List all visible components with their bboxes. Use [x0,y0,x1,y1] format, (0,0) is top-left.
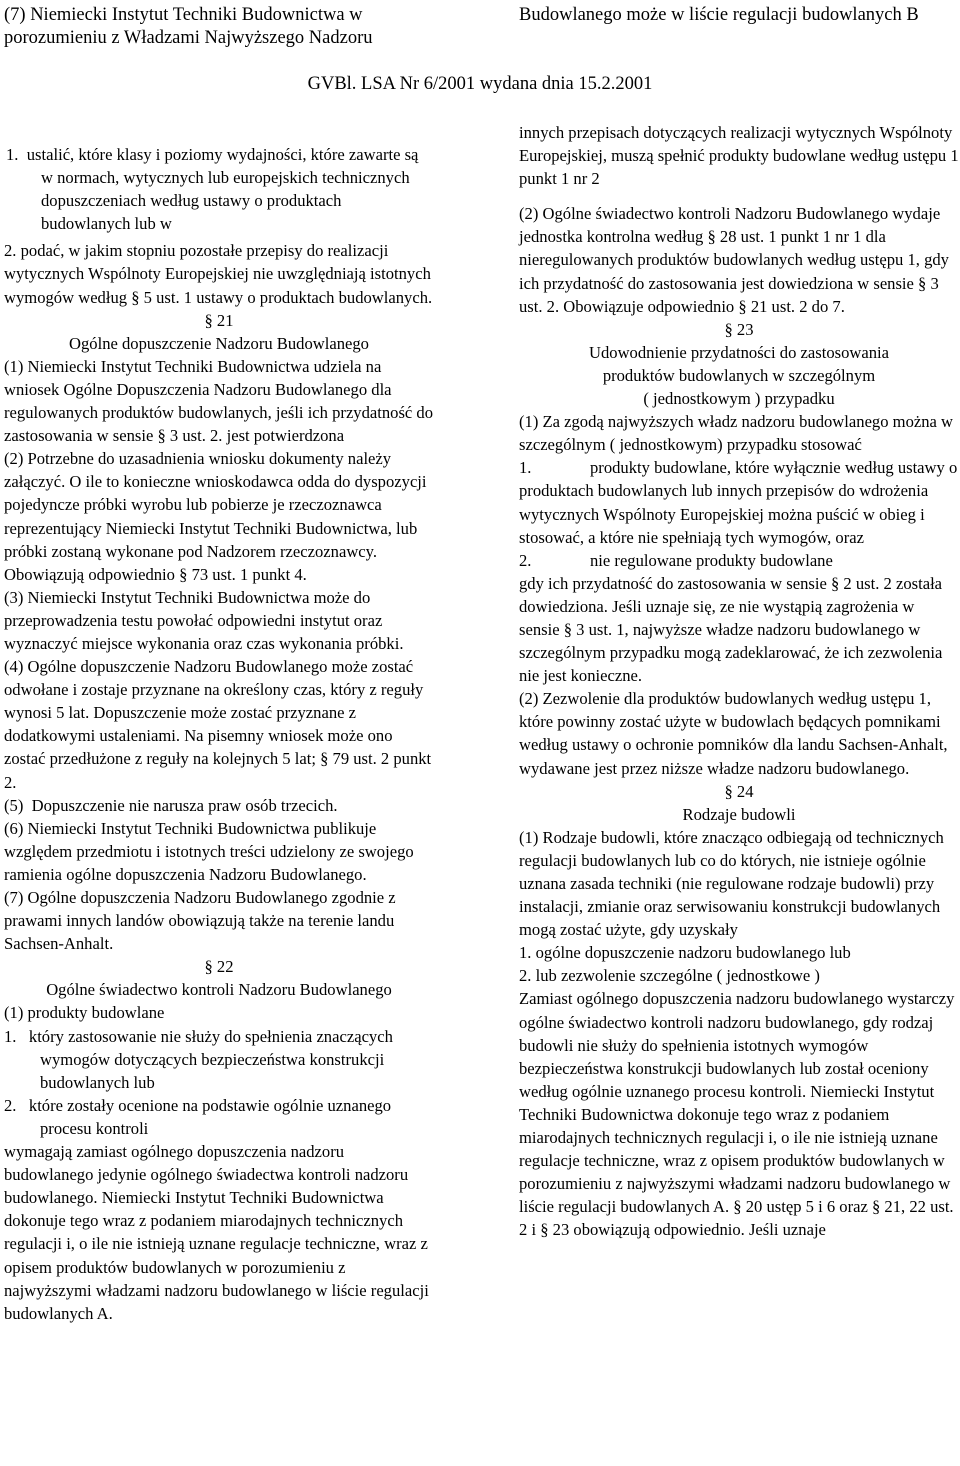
header-left: (7) Niemiecki Instytut Techniki Budownictwa w porozumieniu z Władzami Najwyższego Nadzoru [4,5,373,48]
section-21-paragraph-1: (1) Niemiecki Instytut Techniki Budownictwa udziela na wniosek Ogólne Dopuszczenia Nadzoru Budowlanego dla regulowanych produktów budowlanych, jeśli ich przydatność do zastosowania w sensie § 3 ust. 2. jest potwierdzona [4,356,434,446]
section-21-paragraph-5: (5) Dopuszczenie nie narusza praw osób trzecich. [4,795,338,815]
section-21-paragraph-7: (7) Ogólne dopuszczenia Nadzoru Budowlanego zgodnie z prawami innych landów obowiązują także na terenie landu Sachsen-Anhalt. [4,888,396,954]
section-22-item-2: 2. które zostały ocenione na podstawie ogólnie uznanego procesu kontroli [4,1095,392,1138]
section-24-title: Rodzaje budowli [682,804,796,824]
section-24-paragraph-1: (1) Rodzaje budowli, które znacząco odbiegają od technicznych regulacji budowlanych lub co do których, nie istnieje ogólnie uznana zasada techniki (nie regulowane rodzaje budowli) przy instalacji, zmianie oraz serwisowaniu konstrukcji budowlanych mogą zostać użyte, gdy uzyskały [519,827,944,940]
continued-paragraph: innych przepisach dotyczących realizacji wytycznych Wspólnoty Europejskiej, muszą spełnić produkty budowlane według ustępu 1 punkt 1 nr 2 [519,123,959,189]
section-23-paragraph-2: (2) Zezwolenie dla produktów budowlanych według ustępu 1, które powinny zostać użyte w budowlach będących pomnikami według ustawy o ochronie pomników dla landu Sachsen-Anhalt, wydawane jest przez niższe władze nadzoru budowlanego. [519,689,948,778]
section-23-paragraph-1: (1) Za zgodą najwyższych władz nadzoru budowlanego można w szczególnym ( jednostkowym) przypadku stosować [519,412,954,455]
section-23-item-1-number: 1. [519,458,532,478]
section-22-title: Ogólne świadectwo kontroli Nadzoru Budowlanego [46,980,392,1000]
section-21-paragraph-3: (3) Niemiecki Instytut Techniki Budownictwa może do przeprowadzenia testu powołać odpowiedni instytut oraz wyznaczyć miejsce wykonania oraz czas wykonania próbki. [4,587,404,653]
section-21-paragraph-4: (4) Ogólne dopuszczenie Nadzoru Budowlanego może zostać odwołane i zostaje przyznane na określony czas, który z reguły wynosi 5 lat. Dopuszczenie może zostać przyznane z dodatkowymi ustaleniami. Na pisemny wniosek może ono zostać przedłużone z reguły na kolejnych 5 lat; § 79 ust. 2 punkt 2. [4,657,432,792]
section-23-item-1 [519,456,959,548]
section-21-paragraph-2: (2) Potrzebne do uzasadnienia wniosku dokumenty należy załączyć. O ile to konieczne wnioskodawca odda do dyspozycji pojedyncze próbki wyrobu lub pobierze je rzeczoznawca reprezentujący Niemiecki Instytut Techniki Budownictwa, lub próbki zostaną wykonane pod Nadzorem rzeczoznawcy. Obowiązują odpowiednio § 73 ust. 1 punkt 4. [4,449,427,584]
section-23-item-2-text: nie regulowane produkty budowlane [590,550,833,570]
gazette-reference: GVBl. LSA Nr 6/2001 wydana dnia 15.2.2001 [307,74,653,94]
section-22-number: § 22 [204,957,234,977]
section-21-title: Ogólne dopuszczenie Nadzoru Budowlanego [69,333,369,353]
left-column [4,143,434,1325]
section-22-paragraph-3: (2) Ogólne świadectwo kontroli Nadzoru Budowlanego wydaje jednostka kontrolna według § 28 ust. 1 punkt 1 nr 1 dla nieregulowanych produktów budowlanych według ustępu 1, gdy ich przydatność do zastosowania jest dowiedziona w sensie § 3 ust. 2. Obowiązuje odpowiednio § 21 ust. 2 do 7. [519,204,949,316]
section-23-continuation: gdy ich przydatność do zastosowania w sensie § 2 ust. 2 została dowiedziona. Jeśli uznaje się, ze nie wystąpią zagrożenia w sensie § 3 ust. 1, najwyższe władze nadzoru budowlanego w szczególnym przypadku mogą zadeklarować, że ich zezwolenia nie jest konieczne. [519,573,943,686]
section-24-item-1: 1. ogólne dopuszczenie nadzoru budowlanego lub [519,943,851,963]
section-21-paragraph-6: (6) Niemiecki Instytut Techniki Budownictwa publikuje względem przedmiotu i istotnych treści udzielony ze swojego ramienia ogólne dopuszczenia Nadzoru Budowlanego. [4,818,414,884]
section-23-item-2 [519,549,959,572]
list-item-2: 2. podać, w jakim stopniu pozostałe przepisy do realizacji wytycznych Wspólnoty Europejskiej nie uwzględniają istotnych wymogów według § 5 ust. 1 ustawy o produktach budowlanych. [4,241,433,307]
section-22-item-1: 1. który zastosowanie nie służy do spełnienia znaczących wymogów dotyczących bezpieczeństwa konstrukcji budowlanych lub [4,1026,393,1092]
header-right: Budowlanego może w liście regulacji budowlanych B [519,5,919,25]
section-23-title-line-2: produktów budowlanych w szczególnym [602,365,876,385]
section-21-number: § 21 [204,310,234,330]
section-23-item-2-number: 2. [519,550,532,570]
section-23-item-1-text: produkty budowlane, które wyłącznie według ustawy o produktach budowlanych lub innych przepisów do wdrożenia wytycznych Wspólnoty Europejskiej można puścić w obieg i stosować, a które nie spełniają tych wymogów, oraz [519,458,958,547]
section-23-number: § 23 [724,319,754,339]
section-23-title-line-3: ( jednostkowym ) przypadku [643,389,835,409]
section-23-title-line-1: Udowodnienie przydatności do zastosowania [589,342,889,362]
section-22-paragraph-1: (1) produkty budowlane [4,1003,165,1023]
list-item-1: 1. ustalić, które klasy i poziomy wydajności, które zawarte są w normach, wytycznych lub europejskich technicznych dopuszczeniach według ustawy o produktach budowlanych lub w [6,145,419,234]
section-24-paragraph-2: Zamiast ogólnego dopuszczenia nadzoru budowlanego wystarczy ogólne świadectwo kontroli nadzoru budowlanego, gdy rodzaj budowli nie służy do spełnienia istotnych wymogów bezpieczeństwa konstrukcji budowlanych lub został oceniony według ogólnie uznanego procesu kontroli. Niemiecki Instytut Techniki Budownictwa dokonuje tego wraz z podaniem miarodajnych technicznych regulacji i, o ile nie istnieją uznane regulacje techniczne, wraz z opisem produktów budowlanych w porozumieniu z najwyższymi władzami nadzoru budowlanego w liście regulacji budowlanych A. § 20 ustęp 5 i 6 oraz § 21, 22 ust. 2 i § 23 obowiązują odpowiednio. Jeśli uznaje [519,989,955,1240]
right-column [519,121,959,1242]
section-24-item-2: 2. lub zezwolenie szczególne ( jednostkowe ) [519,966,820,986]
section-24-number: § 24 [724,781,754,801]
section-22-paragraph-2: wymagają zamiast ogólnego dopuszczenia nadzoru budowlanego jedynie ogólnego świadectwa kontroli nadzoru budowlanego. Niemiecki Instytut Techniki Budownictwa dokonuje tego wraz z podaniem miarodajnych technicznych regulacji i, o ile nie istnieją uznane regulacje techniczne, wraz z opisem produktów budowlanych w porozumieniu z najwyższymi władzami nadzoru budowlanego w liście regulacji budowlanych A. [4,1142,429,1323]
